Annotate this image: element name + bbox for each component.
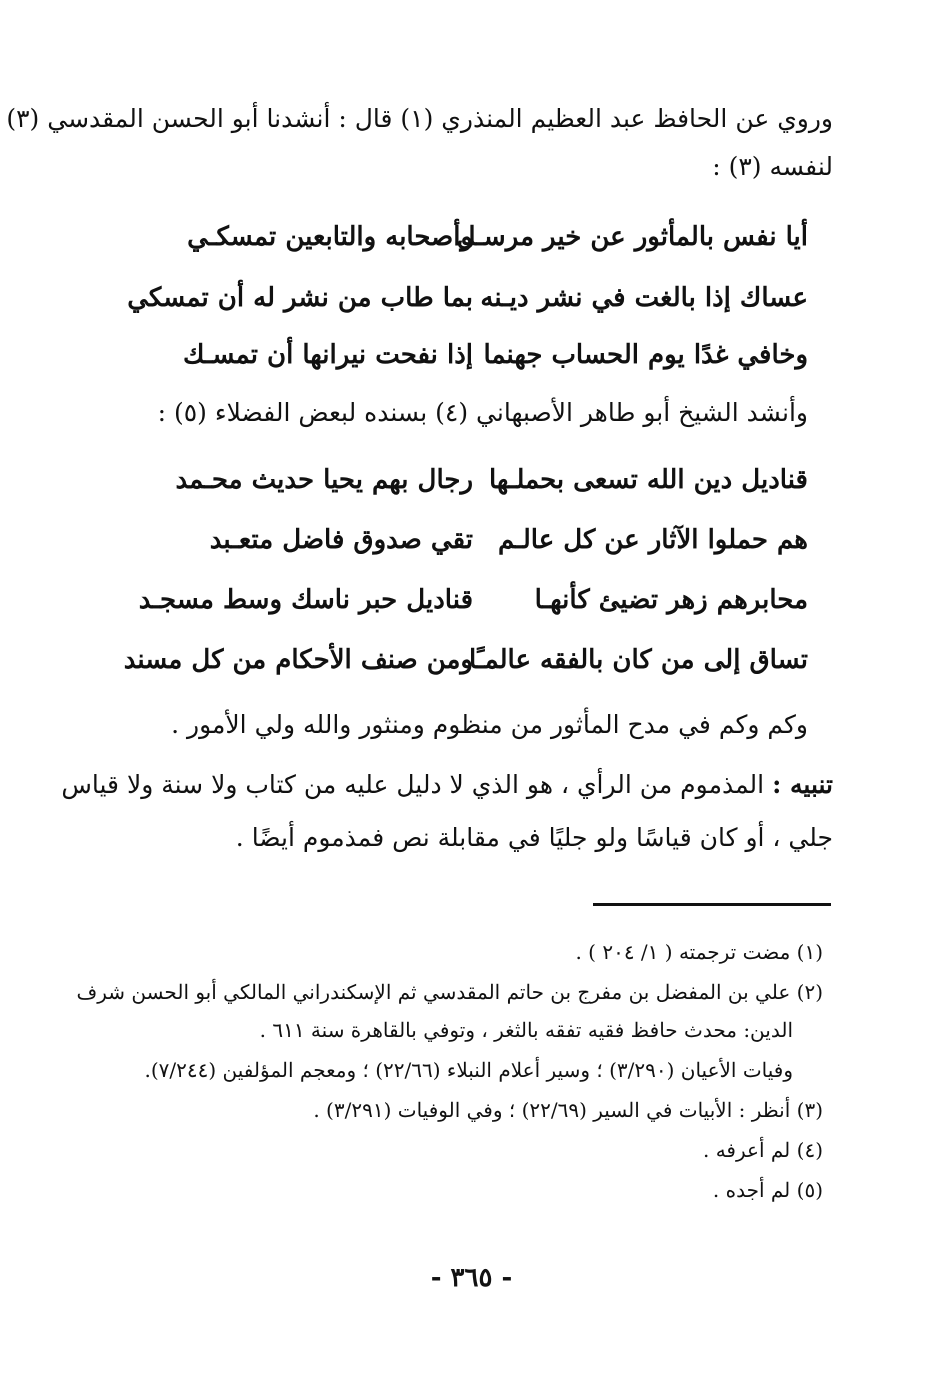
footnote-divider (593, 903, 831, 906)
poem2-verse-4-second: ومن صنف الأحكام من كل مسند (123, 645, 473, 675)
poem2-verse-4-first: تساق إلى من كان بالفقه عالمـًا (469, 645, 808, 675)
note-line-2: جلي ، أو كان قياسًا ولو جليًا في مقابلة نص فمذموم أيضًا . (235, 823, 833, 852)
footnote-2: (٢) علي بن المفضل بن مفرج بن حاتم المقدسي ثم الإسكندراني المالكي أبو الحسن شرف (76, 980, 823, 1004)
poem1-verse-2-first: عساك إذا بالغت في نشر ديـنه (480, 283, 808, 313)
note-label: تنبيه : (772, 770, 833, 799)
poem1-verse-1-second: وأصحابه والتابعين تمسكـي (187, 222, 473, 252)
footnote-4: (٤) لم أعرفه . (702, 1138, 823, 1162)
poem2-verse-3-first: محابرهم زهر تضيئ كأنهـا (534, 585, 808, 615)
poem2-verse-1-first: قناديل دين الله تسعى بحملـها (488, 465, 808, 495)
note-line-1 (61, 770, 833, 799)
note-text-1: المذموم من الرأي ، هو الذي لا دليل عليه من كتاب ولا سنة ولا قياس (61, 770, 765, 799)
poem2-verse-2-first: هم حملوا الآثار عن كل عالـم (497, 525, 808, 555)
poem1-verse-3-first: وخافي غدًا يوم الحساب جهنما (483, 340, 808, 370)
poem1-verse-3-second: إذا نفحت نيرانها أن تمسـك (182, 340, 473, 370)
poem1-verse-2-second: بما طاب من نشر له أن تمسكي (127, 283, 473, 313)
footnote-2-sources: وفيات الأعيان (٣/٢٩٠) ؛ وسير أعلام النبلاء (٢٢/٦٦) ؛ ومعجم المؤلفين (٧/٢٤٤). (144, 1058, 793, 1082)
intro-line-1: وروي عن الحافظ عبد العظيم المنذري (١) قال : أنشدنا أبو الحسن المقدسي (٣) (6, 104, 833, 133)
poem2-verse-3-second: قناديل حبر ناسك وسط مسجـد (138, 585, 473, 615)
footnote-3: (٣) أنظر : الأبيات في السير (٢٢/٦٩) ؛ وفي الوفيات (٣/٢٩١) . (313, 1098, 823, 1122)
page-number: - ٣٦٥ - (430, 1263, 513, 1293)
closing-line: وكم وكم في مدح المأثور من منظوم ومنثور والله ولي الأمور . (171, 710, 808, 739)
poem2-intro: وأنشد الشيخ أبو طاهر الأصبهاني (٤) بسنده لبعض الفضلاء (٥) : (157, 398, 808, 427)
poem1-verse-1-first: أيا نفس بالمأثور عن خير مرسـل (456, 222, 808, 252)
footnote-2-cont: الدين: محدث حافظ فقيه تفقه بالثغر ، وتوفي بالقاهرة سنة ٦١١ . (259, 1018, 793, 1042)
poem2-verse-1-second: رجال بهم يحيا حديث محـمد (175, 465, 473, 495)
footnote-5: (٥) لم أجده . (712, 1178, 823, 1202)
footnote-1: (١) مضت ترجمته ( ١/ ٢٠٤ ) . (575, 940, 823, 964)
intro-line-2: لنفسه (٣) : (712, 152, 833, 181)
poem2-verse-2-second: تقي صدوق فاضل متعـبد (209, 525, 473, 555)
